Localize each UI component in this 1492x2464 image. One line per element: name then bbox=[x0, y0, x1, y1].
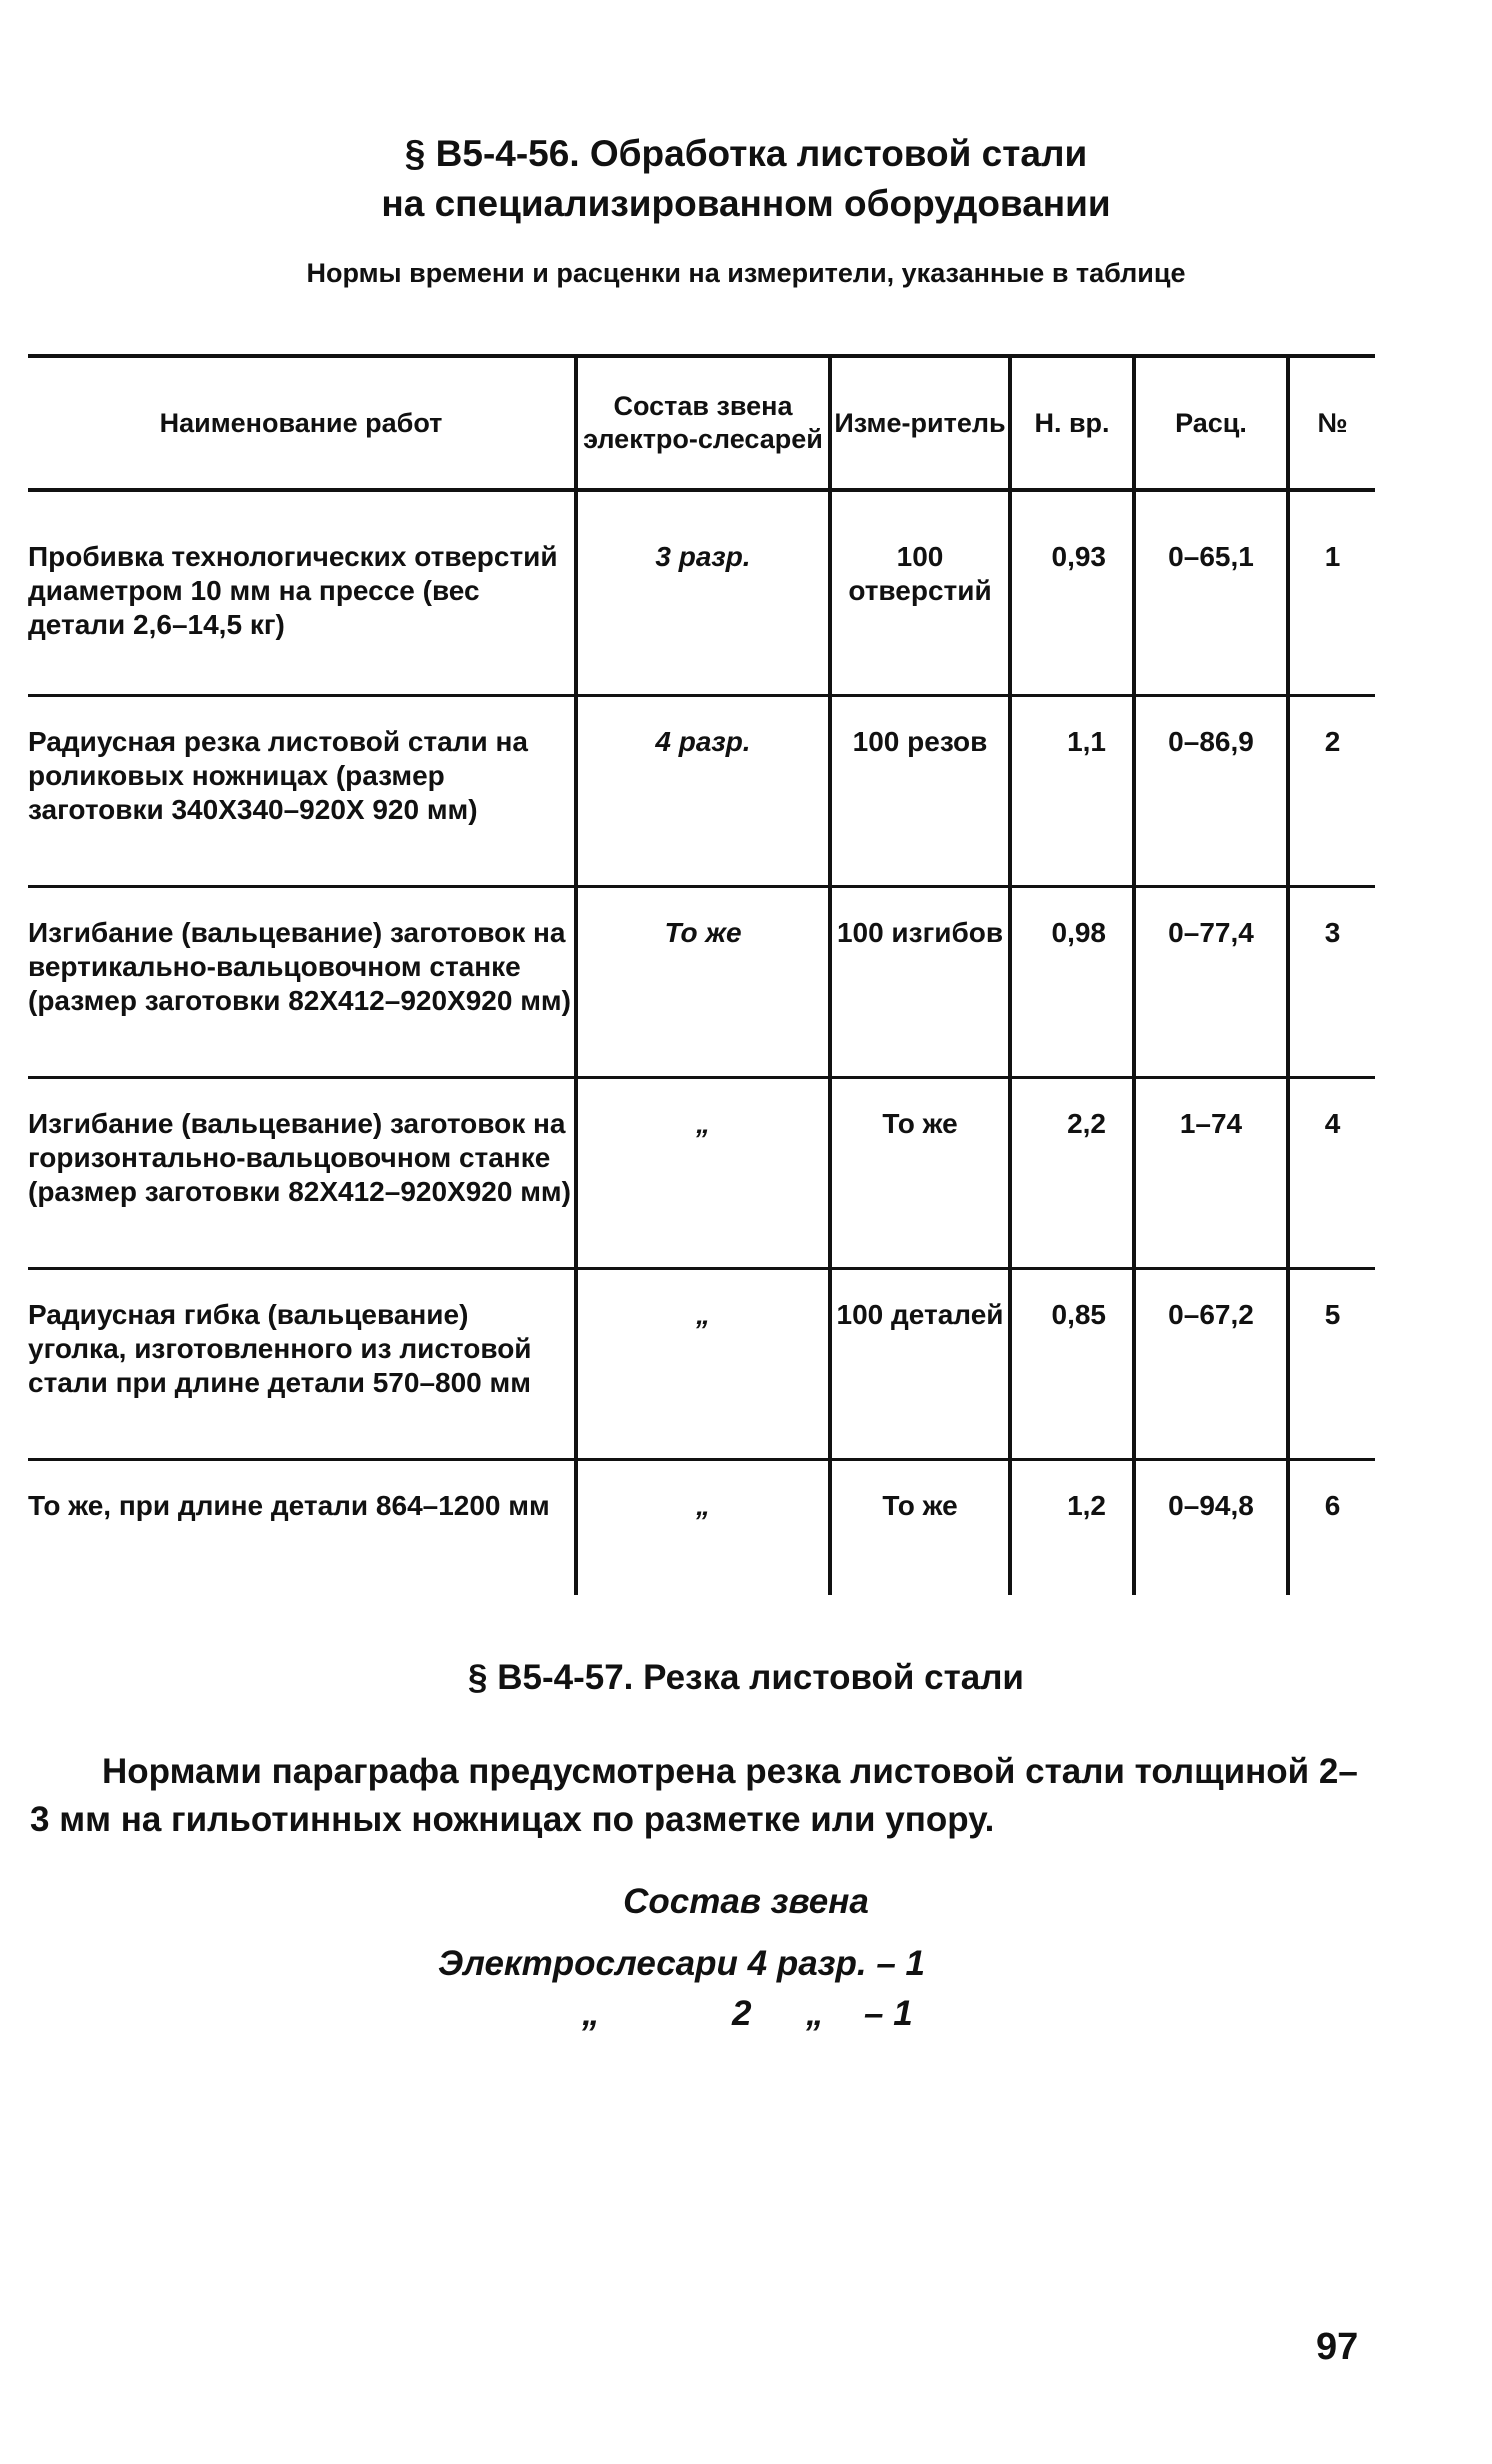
cell-rate: 0–86,9 bbox=[1134, 696, 1288, 887]
cell-unit: 100 деталей bbox=[830, 1269, 1010, 1460]
cell-unit: То же bbox=[830, 1460, 1010, 1596]
cell-crew: 3 разр. bbox=[576, 490, 830, 696]
norms-table bbox=[28, 354, 1375, 1595]
table-row bbox=[28, 490, 1375, 696]
cell-rate: 0–94,8 bbox=[1134, 1460, 1288, 1596]
cell-work: То же, при длине детали 864–1200 мм bbox=[28, 1460, 576, 1596]
crew-line-1: Электрослесари 4 разр. – 1 bbox=[438, 1944, 926, 1983]
cell-crew: „ bbox=[576, 1078, 830, 1269]
cell-time-norm: 0,98 bbox=[1010, 887, 1134, 1078]
crew-line-2-count: – 1 bbox=[864, 1994, 913, 2033]
table-row bbox=[28, 1269, 1375, 1460]
cell-time-norm: 2,2 bbox=[1010, 1078, 1134, 1269]
header-crew: Состав звена электро-слесарей bbox=[576, 356, 830, 490]
cell-work: Радиусная гибка (вальцевание) уголка, изготовленного из листовой стали при длине детали 570–800 мм bbox=[28, 1269, 576, 1460]
crew-line-2-ditto-2: „ bbox=[806, 1994, 824, 2033]
cell-unit: 100 изгибов bbox=[830, 887, 1010, 1078]
crew-heading: Состав звена bbox=[623, 1882, 869, 1921]
cell-time-norm: 1,2 bbox=[1010, 1460, 1134, 1596]
section2-title: § В5-4-57. Резка листовой стали bbox=[468, 1658, 1024, 1697]
crew-line-2-ditto: „ bbox=[582, 1994, 600, 2033]
table-row bbox=[28, 696, 1375, 887]
cell-work: Изгибание (вальцевание) заготовок на вертикально-вальцовочном станке (размер заготовки 82Х412–920Х920 мм) bbox=[28, 887, 576, 1078]
cell-rate: 0–67,2 bbox=[1134, 1269, 1288, 1460]
crew-line-2-grade: 2 bbox=[732, 1994, 752, 2033]
cell-time-norm: 0,85 bbox=[1010, 1269, 1134, 1460]
cell-number: 2 bbox=[1288, 696, 1375, 887]
cell-crew: То же bbox=[576, 887, 830, 1078]
cell-crew: 4 разр. bbox=[576, 696, 830, 887]
cell-work: Изгибание (вальцевание) заготовок на горизонтально-вальцовочном станке (размер заготовки 82Х412–920Х920 мм) bbox=[28, 1078, 576, 1269]
table-row bbox=[28, 1078, 1375, 1269]
section-title-line2: на специализированном оборудовании bbox=[381, 183, 1111, 224]
cell-number: 6 bbox=[1288, 1460, 1375, 1596]
cell-rate: 0–77,4 bbox=[1134, 887, 1288, 1078]
cell-rate: 1–74 bbox=[1134, 1078, 1288, 1269]
table-row bbox=[28, 1460, 1375, 1596]
cell-time-norm: 0,93 bbox=[1010, 490, 1134, 696]
cell-work: Радиусная резка листовой стали на роликовых ножницах (размер заготовки 340Х340–920Х 920 мм) bbox=[28, 696, 576, 887]
header-number: № bbox=[1288, 356, 1375, 490]
table-caption: Нормы времени и расценки на измерители, указанные в таблице bbox=[306, 258, 1186, 288]
cell-work: Пробивка технологических отверстий диаметром 10 мм на прессе (вес детали 2,6–14,5 кг) bbox=[28, 490, 576, 696]
header-work-name: Наименование работ bbox=[28, 356, 576, 490]
cell-number: 5 bbox=[1288, 1269, 1375, 1460]
cell-unit: То же bbox=[830, 1078, 1010, 1269]
cell-rate: 0–65,1 bbox=[1134, 490, 1288, 696]
cell-number: 4 bbox=[1288, 1078, 1375, 1269]
header-time-norm: Н. вр. bbox=[1010, 356, 1134, 490]
cell-time-norm: 1,1 bbox=[1010, 696, 1134, 887]
section-title-line1: § В5-4-56. Обработка листовой стали bbox=[404, 133, 1088, 174]
table-header-row bbox=[28, 356, 1375, 490]
cell-unit: 100 отверстий bbox=[830, 490, 1010, 696]
section2-paragraph: Нормами параграфа предусмотрена резка листовой стали толщиной 2–3 мм на гильотинных ножницах по разметке или упору. bbox=[30, 1752, 1358, 1839]
cell-crew: „ bbox=[576, 1460, 830, 1596]
cell-number: 3 bbox=[1288, 887, 1375, 1078]
header-unit: Изме-ритель bbox=[830, 356, 1010, 490]
cell-number: 1 bbox=[1288, 490, 1375, 696]
page-number: 97 bbox=[1316, 2326, 1359, 2368]
cell-crew: „ bbox=[576, 1269, 830, 1460]
cell-unit: 100 резов bbox=[830, 696, 1010, 887]
header-rate: Расц. bbox=[1134, 356, 1288, 490]
table-row bbox=[28, 887, 1375, 1078]
